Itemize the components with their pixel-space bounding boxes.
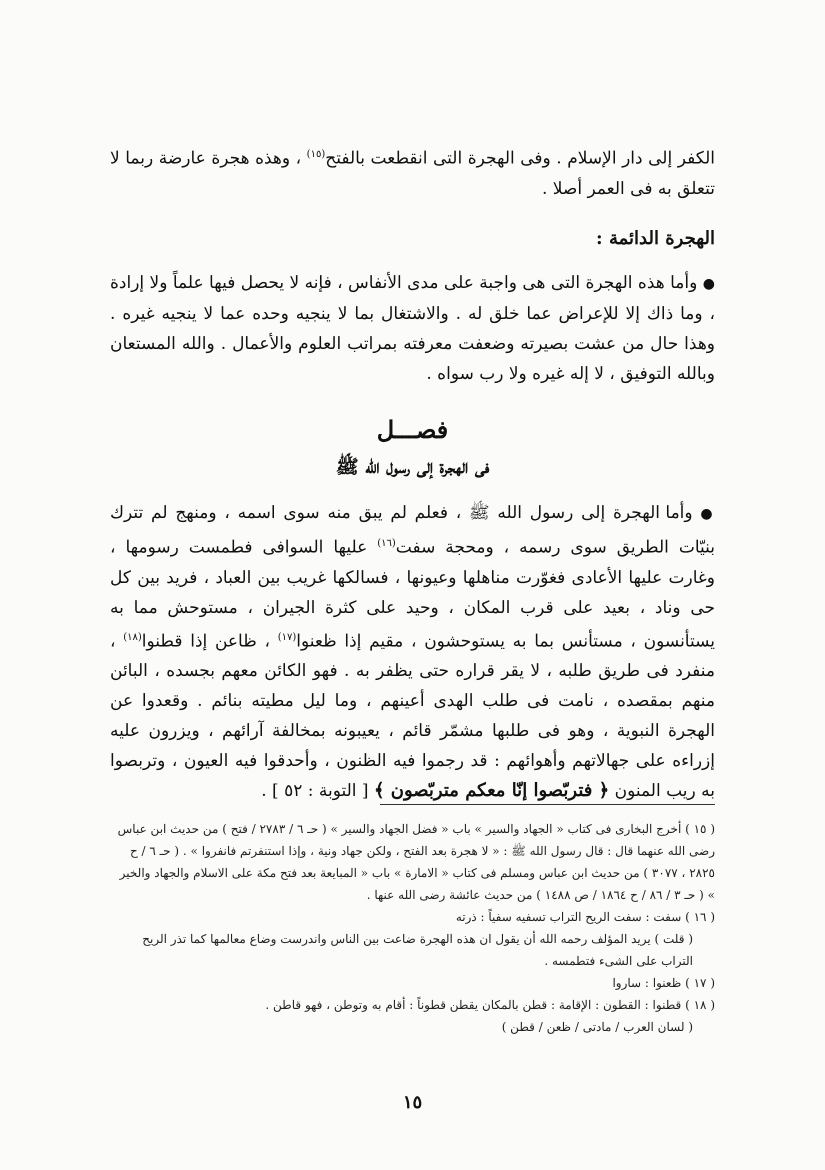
footnote-text: سفت : سفت الريح التراب تسفيه سفياً : ذرته: [455, 910, 682, 924]
footnote-ref-18[interactable]: (١٨): [123, 631, 142, 643]
footnotes-section: [110, 818, 715, 1038]
permanent-hijra-text: وأما هذه الهجرة التى هى واجبة على مدى الأنفاس ، فإنه لا يحصل فيها علماً ولا إرادة ، وما ذاك إلا للإعراض عما خلق له . والاشتغال بما لا ينجيه وحده عما لا ينجيه غيره . وهذا حال من عشت بصيرته وضعفت معرفته بمراتب العلوم والأعمال . والله المستعان وبالله التوفيق ، لا إله غيره ولا رب سواه .: [110, 273, 715, 384]
footnote-18-source: ( لسان العرب / مادتى / ظعن / قطن ): [501, 1020, 693, 1034]
footnote-number: ( ١٦ ): [685, 910, 715, 924]
footnote-ref-17[interactable]: (١٧): [277, 631, 297, 643]
footnote-number: ( ١٨ ): [685, 998, 715, 1012]
main-text-part2: عليها السوافى فطمست رسومها ، وغارت عليها الأعادى فغوّرت مناهلها وعيونها ، فسالكها غريب بين العباد ، فريد بين كل حى وناد ، بعيد على قرب المكان ، وحيد على كثرة الجيران ، مستوحش مما به يستأنسون ، مستأنس بما به يستوحشون ، مقيم إذا ظعنوا: [110, 537, 716, 652]
intro-line-start: الكفر إلى دار الإسلام . وفى الهجرة التى انقطعت بالفتح: [325, 148, 716, 169]
bullet-icon: ●: [700, 506, 716, 522]
footnote-divider: [380, 804, 715, 805]
quran-citation: [ التوبة : ٥٢ ] .: [261, 781, 369, 802]
bullet-icon: ●: [702, 276, 716, 292]
intro-text: [110, 140, 715, 204]
footnote-text: أخرج البخارى فى كتاب « الجهاد والسير » باب « فضل الجهاد والسير » ( حـ ٦ / ٢٧٨٣ / فتح ) من حديث ابن عباس رضى الله عنهما قال : قال رسول الله ﷺ : « لا هجرة بعد الفتح ، ولكن جهاد ونية ، وإذا استنفرتم فانفروا » . ( حـ ٦ / ح ٢٨٢٥ ، ٣٠٧٧ ) من حديث ابن عباس ومسلم فى كتاب « الامارة » باب « المبايعة بعد فتح مكة على الاسلام والجهاد والخير » ( حـ ٣ / ٨٦ / ح ١٨٦٤ / ص ١٤٨٨ ) من حديث عائشة رضى الله عنها .: [117, 822, 715, 902]
main-text-part4: ، منفرد فى طريق طلبه ، لا يقر قراره حتى يظفر به . فهو الكائن معهم بجسده ، البائن منهم بمقصده ، نامت فى طلب الهدى أعينهم ، وما ليل مطيته بنائم . وقعدوا عن الهجرة النبوية ، وهو فى طلبها مشمّر قائم ، يعيبونه بمخالفة آرائهم ، ويزرون عليه إزراءه على جهالاتهم وأهوائهم : قد رجموا فيه الظنون ، وأحدقوا فيه العيون ، وتربصوا به ريب المنون: [110, 631, 715, 802]
section-title: فصـــل: [376, 415, 449, 444]
footnote-text: ظعنوا : ساروا: [612, 976, 682, 990]
footnote-text: قطنوا : القطون : الإقامة : قطن بالمكان يقطن قطوناً : أقام به وتوطن ، فهو قاطن .: [265, 998, 682, 1012]
intro-paragraph: [110, 140, 715, 204]
main-paragraph: [110, 498, 715, 806]
footnote-18: [110, 994, 715, 1016]
footnote-16: [110, 906, 715, 928]
section-subtitle: فى الهجرة إلى رسول الله ﷺ: [335, 456, 490, 478]
footnote-ref-16[interactable]: (١٦): [377, 538, 396, 549]
heading-permanent-hijra: الهجرة الدائمة :: [596, 228, 715, 249]
page-number: ١٥: [402, 1092, 423, 1113]
main-text-part1: وأما الهجرة إلى رسول الله ﷺ ، فعلم لم يبق منه سوى اسمه ، ومنهج لم تترك بنيّات الطريق سوى رسمه ، ومحجة سفت: [110, 503, 715, 558]
quran-verse: ﴿ فتربّصوا إنّا معكم متربّصون ﴾: [373, 780, 610, 802]
intro-line-end: ، وهذه هجرة عارضة ربما لا تتعلق به فى العمر أصلا .: [110, 148, 715, 199]
footnote-number: ( ١٥ ): [685, 822, 715, 836]
footnote-15: [110, 818, 715, 906]
footnote-17: [110, 972, 715, 994]
footnote-number: ( ١٧ ): [685, 976, 715, 990]
footnote-16-note: ( قلت ) يريد المؤلف رحمه الله أن يقول ان هذه الهجرة ضاعت بين الناس واندرست وضاع معالمها كما تذر الريح التراب على الشىء فتطمسه .: [142, 932, 693, 968]
main-text-part3: ، ظاعن إذا قطنوا: [141, 631, 270, 652]
footnote-ref-15[interactable]: (١٥): [306, 149, 326, 160]
permanent-hijra-paragraph: [110, 268, 715, 389]
